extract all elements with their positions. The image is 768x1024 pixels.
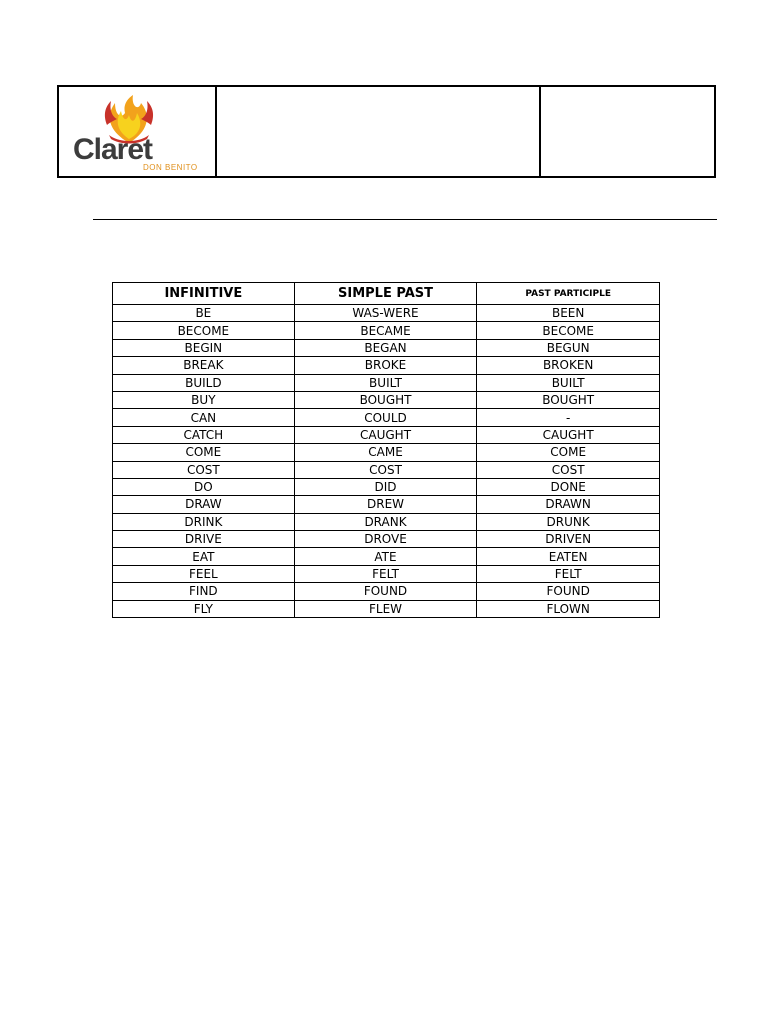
- cell-simple-past: WAS-WERE: [294, 305, 477, 322]
- cell-past-participle: COME: [477, 444, 660, 461]
- cell-past-participle: BEEN: [477, 305, 660, 322]
- table-row: [113, 548, 660, 565]
- header-infinitive: INFINITIVE: [113, 283, 295, 305]
- cell-simple-past: COULD: [294, 409, 477, 426]
- cell-past-participle: -: [477, 409, 660, 426]
- cell-past-participle: BUILT: [477, 374, 660, 391]
- table-row: [113, 496, 660, 513]
- cell-infinitive: BUY: [113, 391, 295, 408]
- cell-simple-past: CAUGHT: [294, 426, 477, 443]
- table-row: [113, 600, 660, 617]
- cell-past-participle: DRIVEN: [477, 531, 660, 548]
- cell-simple-past: ATE: [294, 548, 477, 565]
- cell-past-participle: BOUGHT: [477, 391, 660, 408]
- logo-subtitle: DON BENITO: [143, 163, 198, 172]
- cell-infinitive: DRAW: [113, 496, 295, 513]
- cell-past-participle: EATEN: [477, 548, 660, 565]
- table-row: [113, 305, 660, 322]
- header-info-cell: [541, 87, 714, 176]
- cell-infinitive: FLY: [113, 600, 295, 617]
- logo-wordmark: Claret: [73, 133, 153, 166]
- table-row: [113, 409, 660, 426]
- table-row: [113, 583, 660, 600]
- cell-simple-past: FELT: [294, 565, 477, 582]
- table-row: [113, 513, 660, 530]
- cell-simple-past: FLEW: [294, 600, 477, 617]
- table-row: [113, 374, 660, 391]
- cell-infinitive: FIND: [113, 583, 295, 600]
- table-row: [113, 531, 660, 548]
- logo-cell: [59, 87, 217, 176]
- cell-past-participle: DONE: [477, 478, 660, 495]
- cell-past-participle: DRUNK: [477, 513, 660, 530]
- cell-simple-past: DID: [294, 478, 477, 495]
- cell-infinitive: BUILD: [113, 374, 295, 391]
- table-row: [113, 478, 660, 495]
- cell-simple-past: FOUND: [294, 583, 477, 600]
- cell-past-participle: DRAWN: [477, 496, 660, 513]
- table-row: [113, 357, 660, 374]
- cell-simple-past: DROVE: [294, 531, 477, 548]
- header-title-cell: [217, 87, 541, 176]
- cell-infinitive: EAT: [113, 548, 295, 565]
- cell-infinitive: DRIVE: [113, 531, 295, 548]
- cell-simple-past: DREW: [294, 496, 477, 513]
- cell-past-participle: CAUGHT: [477, 426, 660, 443]
- cell-simple-past: COST: [294, 461, 477, 478]
- cell-simple-past: BROKE: [294, 357, 477, 374]
- table-row: [113, 322, 660, 339]
- cell-past-participle: BROKEN: [477, 357, 660, 374]
- cell-simple-past: BOUGHT: [294, 391, 477, 408]
- cell-infinitive: BE: [113, 305, 295, 322]
- table-header-row: [113, 283, 660, 305]
- table-body: [113, 305, 660, 618]
- cell-past-participle: BEGUN: [477, 339, 660, 356]
- cell-simple-past: DRANK: [294, 513, 477, 530]
- cell-past-participle: FLOWN: [477, 600, 660, 617]
- table-row: [113, 426, 660, 443]
- cell-infinitive: COME: [113, 444, 295, 461]
- cell-infinitive: FEEL: [113, 565, 295, 582]
- irregular-verbs-table: [112, 282, 660, 618]
- table-row: [113, 444, 660, 461]
- cell-past-participle: BECOME: [477, 322, 660, 339]
- cell-infinitive: DRINK: [113, 513, 295, 530]
- cell-infinitive: COST: [113, 461, 295, 478]
- cell-infinitive: BECOME: [113, 322, 295, 339]
- cell-infinitive: CAN: [113, 409, 295, 426]
- cell-infinitive: BEGIN: [113, 339, 295, 356]
- cell-simple-past: BEGAN: [294, 339, 477, 356]
- document-header: [57, 85, 716, 178]
- cell-infinitive: CATCH: [113, 426, 295, 443]
- cell-simple-past: BUILT: [294, 374, 477, 391]
- table-row: [113, 565, 660, 582]
- cell-simple-past: CAME: [294, 444, 477, 461]
- table-row: [113, 461, 660, 478]
- cell-past-participle: FOUND: [477, 583, 660, 600]
- cell-infinitive: BREAK: [113, 357, 295, 374]
- table-row: [113, 339, 660, 356]
- cell-infinitive: DO: [113, 478, 295, 495]
- cell-past-participle: COST: [477, 461, 660, 478]
- header-past-participle: PAST PARTICIPLE: [477, 283, 660, 305]
- cell-simple-past: BECAME: [294, 322, 477, 339]
- cell-past-participle: FELT: [477, 565, 660, 582]
- header-simple-past: SIMPLE PAST: [294, 283, 477, 305]
- table-row: [113, 391, 660, 408]
- horizontal-rule: [93, 219, 717, 220]
